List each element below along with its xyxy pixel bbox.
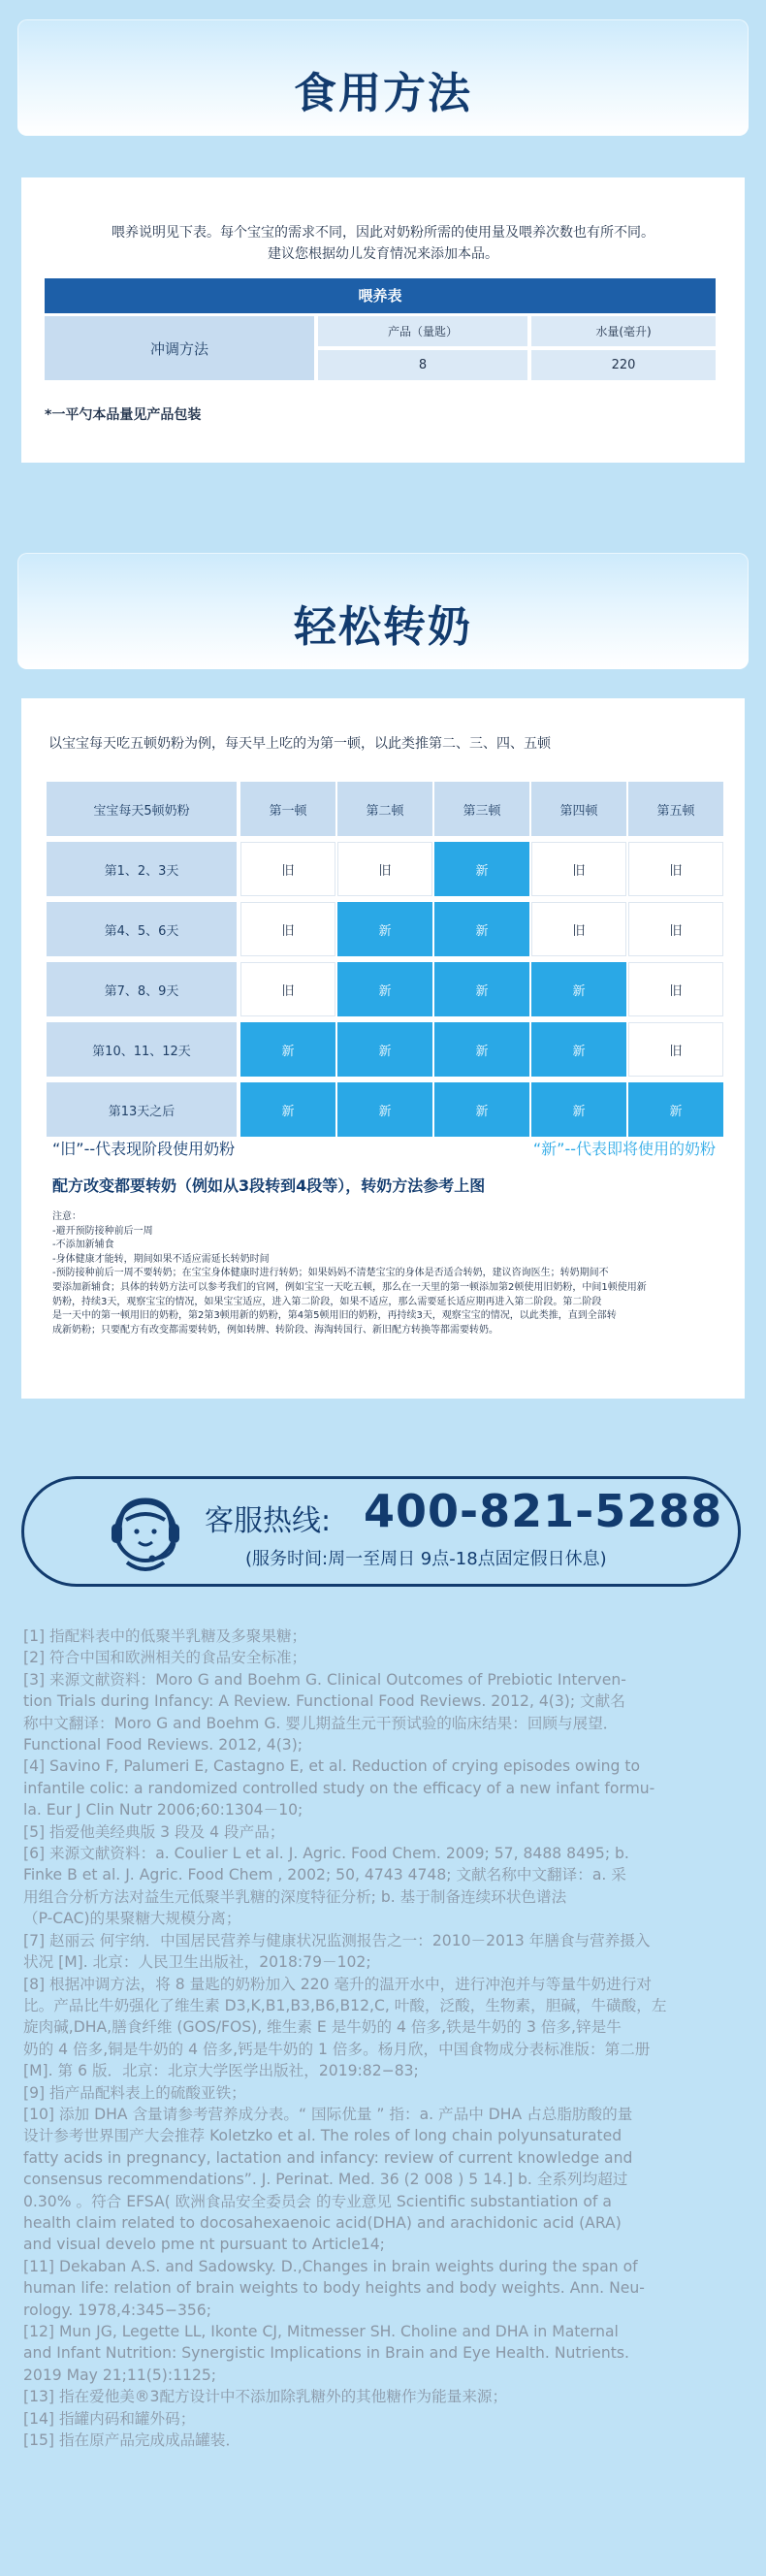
hotline-hours: (服务时间:周一至周日 9点-18点固定假日休息) bbox=[245, 1549, 607, 1569]
reference-line: 称中文翻译：Moro G and Boehm G. 婴儿期益生元干预试验的临床结果：回顾与展望． bbox=[23, 1714, 619, 1732]
reference-line: consensus recommendations”. J. Perinat. Med. 36 (2 008 ) 5 14.] b. 全系列均超过 bbox=[23, 2171, 628, 2189]
reference-line: 设计参考世界围产大会推荐 Koletzko et al. The roles of long chain polyunsaturated bbox=[23, 2127, 622, 2145]
grid-corner-label: 宝宝每天5顿奶粉 bbox=[47, 782, 237, 836]
note-line: 注意： bbox=[52, 1211, 81, 1222]
reference-line: 2019 May 21;11(5):1125; bbox=[23, 2366, 217, 2384]
grid-cell-old: 旧 bbox=[240, 902, 335, 956]
grid-cell-old: 旧 bbox=[628, 842, 723, 896]
note-line: -预防接种前后一周不要转奶；在宝宝身体健康时进行转奶；如果妈妈不清楚宝宝的身体是否适合转奶，建议咨询医生；转奶期间不 bbox=[52, 1268, 609, 1279]
grid-cell-new: 新 bbox=[531, 962, 626, 1016]
grid-cell-new: 新 bbox=[337, 902, 432, 956]
reference-line: fatty acids in pregnancy, lactation and infancy: review of current knowledge and bbox=[23, 2148, 633, 2167]
product-scoop-value: 8 bbox=[318, 350, 527, 380]
usage-title: 食用方法 bbox=[294, 69, 472, 118]
note-line: 是一天中的第一顿用旧的奶粉，第2第3顿用新的奶粉，第4第5顿用旧的奶粉，再持续3天，观察宝宝的情况，以此类推，直到全部转 bbox=[52, 1310, 617, 1322]
legend-old: “旧”--代表现阶段使用奶粉 bbox=[52, 1140, 236, 1158]
reference-line: 0.30% 。符合 EFSA( 欧洲食品安全委员会 的专业意见 Scientific substantiation of a bbox=[23, 2192, 612, 2210]
feeding-table-body bbox=[45, 316, 716, 380]
usage-title-banner bbox=[17, 19, 749, 136]
usage-intro-line-1: 喂养说明见下表。每个宝宝的需求不同，因此对奶粉所需的使用量及喂养次数也有所不同。 bbox=[112, 225, 654, 241]
grid-cell-old: 旧 bbox=[628, 962, 723, 1016]
grid-col-header: 第一顿 bbox=[240, 782, 335, 836]
grid-cell-new: 新 bbox=[337, 1022, 432, 1077]
transition-notes bbox=[52, 1210, 719, 1337]
grid-cell-old: 旧 bbox=[531, 902, 626, 956]
grid-cell-old: 旧 bbox=[240, 842, 335, 896]
reference-line: [14] 指罐内码和罐外码； bbox=[23, 2409, 196, 2428]
note-line: 成新奶粉；只要配方有改变都需要转奶，例如转牌、转阶段、海淘转国行、新旧配方转换等都需要转奶。 bbox=[52, 1324, 498, 1336]
reference-line: [2] 符合中国和欧洲相关的食品安全标准； bbox=[23, 1649, 307, 1667]
grid-cell-old: 旧 bbox=[531, 842, 626, 896]
grid-cell-new: 新 bbox=[240, 1082, 335, 1137]
grid-cell-old: 旧 bbox=[628, 1022, 723, 1077]
note-line: -身体健康才能转，期间如果不适应需延长转奶时间 bbox=[52, 1253, 270, 1265]
reference-line: health claim related to docosahexaenoic acid(DHA) and arachidonic acid (ARA) bbox=[23, 2213, 622, 2232]
reference-line: Finke B et al. J. Agric. Food Chem , 2002; 50, 4743 4748; 文献名称中文翻译：a. 采 bbox=[23, 1866, 626, 1884]
hotline-label: 客服热线: bbox=[205, 1504, 332, 1538]
note-line: -不添加新辅食 bbox=[52, 1240, 114, 1251]
grid-col-header: 第四顿 bbox=[531, 782, 626, 836]
water-ml-label: 水量(毫升) bbox=[531, 316, 716, 346]
grid-cell-new: 新 bbox=[434, 1082, 529, 1137]
transition-advice: 配方改变都要转奶（例如从3段转到4段等），转奶方法参考上图 bbox=[52, 1176, 486, 1195]
reference-line: [M]. 第 6 版．北京：北京大学医学出版社，2019:82−83; bbox=[23, 2062, 419, 2080]
reference-line: tion Trials during Infancy: A Review. Functional Food Reviews. 2012, 4(3); 文献名 bbox=[23, 1692, 625, 1711]
legend-new: “新”--代表即将使用的奶粉 bbox=[532, 1140, 716, 1158]
reference-line: [10] 添加 DHA 含量请参考营养成分表。“ 国际优量 ” 指：a. 产品中 DHA 占总脂肪酸的量 bbox=[23, 2105, 633, 2123]
usage-intro-line-2: 建议您根据幼儿发育情况来添加本品。 bbox=[268, 246, 498, 262]
grid-cell-new: 新 bbox=[240, 1022, 335, 1077]
grid-cell-old: 旧 bbox=[337, 842, 432, 896]
grid-cell-new: 新 bbox=[531, 1082, 626, 1137]
grid-cell-new: 新 bbox=[434, 962, 529, 1016]
reference-line: [1] 指配料表中的低聚半乳糖及多聚果糖； bbox=[23, 1627, 307, 1645]
grid-cell-new: 新 bbox=[434, 842, 529, 896]
reference-line: 奶的 4 倍多,铜是牛奶的 4 倍多,钙是牛奶的 1 倍多。杨月欣，中国食物成分表标准版：第二册 bbox=[23, 2040, 651, 2058]
reference-line: 旋肉碱,DHA,膳食纤维 (GOS/FOS), 维生素 E 是牛奶的 4 倍多,铁是牛奶的 3 倍多,锌是牛 bbox=[23, 2018, 622, 2037]
usage-panel bbox=[21, 177, 745, 463]
reference-line: 用组合分析方法对益生元低聚半乳糖的深度特征分析; b. 基于制备连续环状色谱法 bbox=[23, 1887, 567, 1906]
reference-line: [9] 指产品配料表上的硫酸亚铁； bbox=[23, 2083, 246, 2102]
reference-line: [15] 指在原产品完成成品罐装． bbox=[23, 2431, 241, 2450]
feeding-method-label: 冲调方法 bbox=[45, 316, 314, 380]
grid-row-label: 第7、8、9天 bbox=[47, 962, 237, 1016]
note-line: 奶粉，持续3天，观察宝宝的情况，如果宝宝适应，进入第二阶段，如果不适应，那么需要延长适应期再进入第二阶段。第二阶段 bbox=[52, 1296, 602, 1307]
grid-cell-new: 新 bbox=[337, 1082, 432, 1137]
transition-lead-text: 以宝宝每天吃五顿奶粉为例，每天早上吃的为第一顿，以此类推第二、三、四、五顿 bbox=[48, 736, 551, 752]
note-line: -避开预防接种前后一周 bbox=[52, 1225, 153, 1237]
reference-line: [5] 指爱他美经典版 3 段及 4 段产品； bbox=[23, 1822, 285, 1841]
grid-row-label: 第1、2、3天 bbox=[47, 842, 237, 896]
references bbox=[23, 1626, 745, 2451]
reference-line: [13] 指在爱他美®3配方设计中不添加除乳糖外的其他糖作为能量来源； bbox=[23, 2388, 508, 2406]
headset-agent-icon bbox=[102, 1489, 189, 1576]
reference-line: （P-CAC)的果聚糖大规模分离； bbox=[23, 1910, 241, 1928]
grid-row-label: 第10、11、12天 bbox=[47, 1022, 237, 1077]
grid-row-label: 第4、5、6天 bbox=[47, 902, 237, 956]
transition-title: 轻松转奶 bbox=[294, 602, 472, 652]
water-ml-value: 220 bbox=[531, 350, 716, 380]
note-line: 要添加新辅食；具体的转奶方法可以参考我们的官网，例如宝宝一天吃五顿，那么在一天里的第一顿添加第2顿使用旧奶粉，中间1顿使用新 bbox=[52, 1281, 647, 1293]
reference-line: rology. 1978,4:345−356; bbox=[23, 2301, 211, 2319]
reference-line: 状况 [M]. 北京：人民卫生出版社，2018:79－102; bbox=[23, 1953, 371, 1972]
grid-cell-new: 新 bbox=[337, 962, 432, 1016]
grid-col-header: 第二顿 bbox=[337, 782, 432, 836]
customer-service-hotline bbox=[21, 1476, 741, 1587]
reference-line: and Infant Nutrition: Synergistic Implications in Brain and Eye Health. Nutrients. bbox=[23, 2344, 629, 2363]
scoop-footnote: *一平勺本品量见产品包装 bbox=[45, 407, 202, 423]
reference-line: infantile colic: a randomized controlled study on the efficacy of a new infant formu- bbox=[23, 1779, 655, 1797]
feeding-table bbox=[45, 278, 716, 380]
product-scoop-label: 产品（量匙） bbox=[318, 316, 527, 346]
reference-line: [3] 来源文献资料：Moro G and Boehm G. Clinical Outcomes of Prebiotic Interven- bbox=[23, 1670, 626, 1689]
grid-cell-new: 新 bbox=[434, 1022, 529, 1077]
reference-line: [8] 根据冲调方法，将 8 量匙的奶粉加入 220 毫升的温开水中，进行冲泡并与等量牛奶进行对 bbox=[23, 1975, 652, 1993]
grid-col-header: 第五顿 bbox=[628, 782, 723, 836]
grid-cell-new: 新 bbox=[434, 902, 529, 956]
grid-row-label: 第13天之后 bbox=[47, 1082, 237, 1137]
grid-col-header: 第三顿 bbox=[434, 782, 529, 836]
reference-line: human life: relation of brain weights to body heights and body weights. Ann. Neu- bbox=[23, 2279, 645, 2298]
reference-line: Functional Food Reviews. 2012, 4(3); bbox=[23, 1736, 303, 1755]
reference-line: and visual develo pme nt pursuant to Article14; bbox=[23, 2236, 385, 2254]
reference-line: [6] 来源文献资料：a. Coulier L et al. J. Agric. Food Chem. 2009; 57, 8488 8495; b. bbox=[23, 1845, 629, 1863]
transition-panel bbox=[21, 698, 745, 1399]
reference-line: [4] Savino F, Palumeri E, Castagno E, et al. Reduction of crying episodes owing to bbox=[23, 1757, 641, 1776]
grid-cell-new: 新 bbox=[531, 1022, 626, 1077]
transition-title-banner bbox=[17, 553, 749, 669]
reference-line: 比。产品比牛奶强化了维生素 D3,K,B1,B3,B6,B12,C, 叶酸，泛酸，生物素，胆碱，牛磺酸，左 bbox=[23, 1996, 667, 2014]
reference-line: [12] Mun JG, Legette LL, Ikonte CJ, Mitmesser SH. Choline and DHA in Maternal bbox=[23, 2323, 619, 2340]
feeding-table-header: 喂养表 bbox=[45, 278, 716, 313]
reference-line: [11] Dekaban A.S. and Sadowsky. D.,Changes in brain weights during the span of bbox=[23, 2257, 638, 2275]
grid-cell-old: 旧 bbox=[628, 902, 723, 956]
reference-line: [7] 赵丽云 何宇纳．中国居民营养与健康状况监测报告之一：2010－2013 年膳食与营养摄入 bbox=[23, 1931, 651, 1949]
grid-cell-new: 新 bbox=[628, 1082, 723, 1137]
hotline-number[interactable]: 400-821-5288 bbox=[364, 1485, 723, 1537]
grid-cell-old: 旧 bbox=[240, 962, 335, 1016]
reference-line: la. Eur J Clin Nutr 2006;60:1304－10; bbox=[23, 1801, 303, 1819]
